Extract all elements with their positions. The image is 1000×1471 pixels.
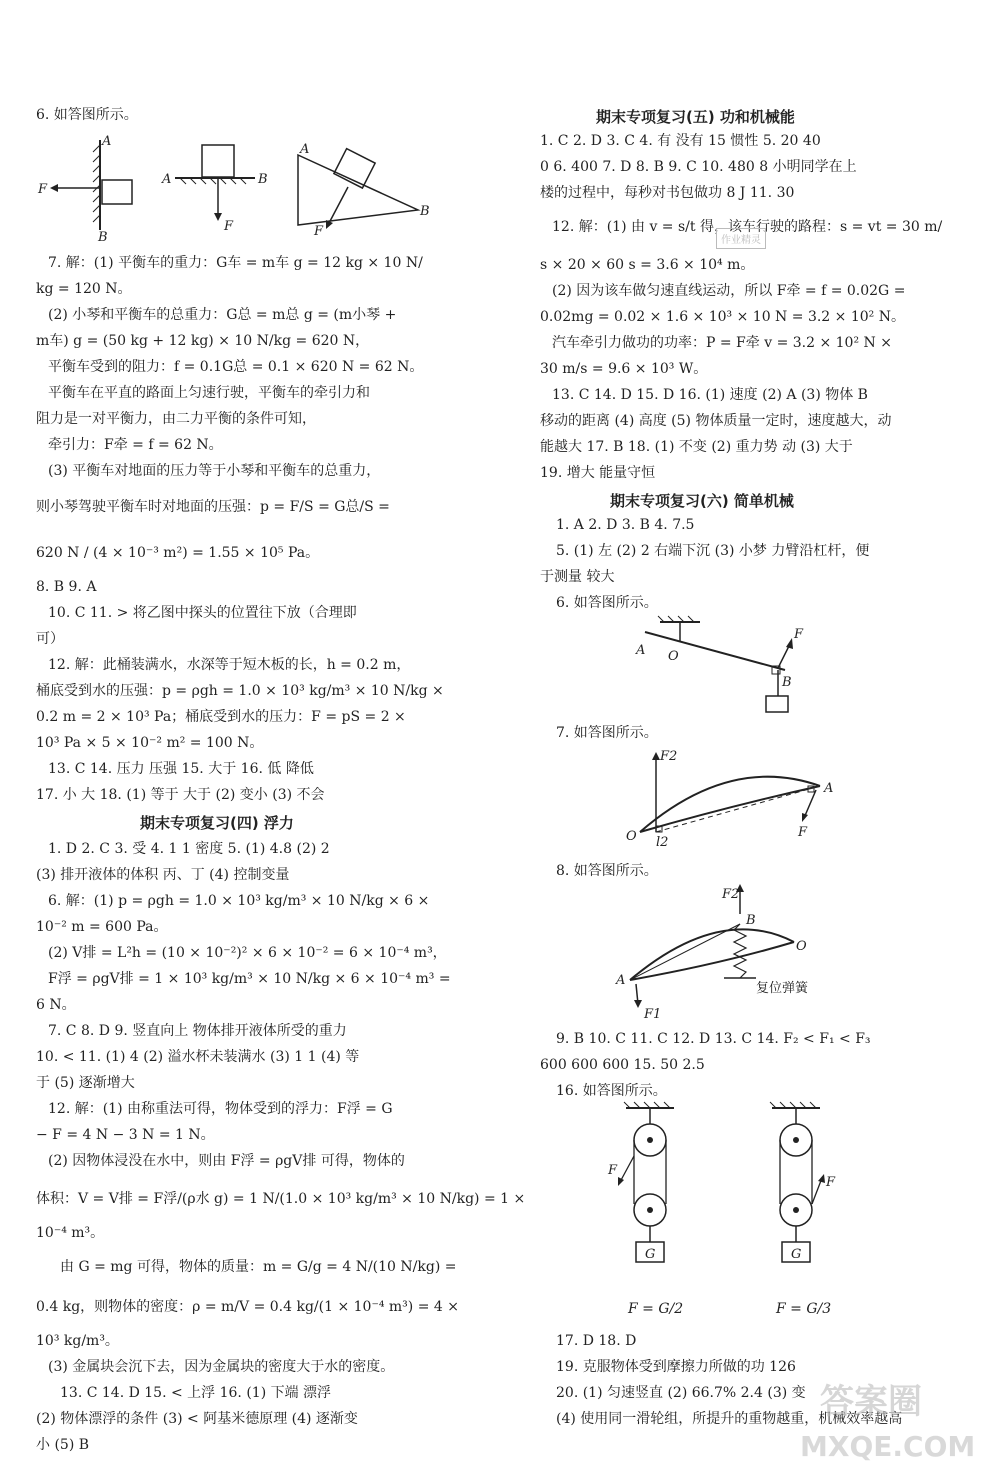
- answer-line: 可）: [36, 631, 64, 647]
- answer-line: 10³ kg/m³。: [36, 1333, 119, 1349]
- section-heading: 期末专项复习(六) 简单机械: [610, 492, 794, 510]
- label-a: A: [102, 134, 112, 149]
- label-o: O: [668, 649, 679, 664]
- label-f: F: [38, 182, 48, 197]
- answer-line: 10. < 11. (1) 4 (2) 溢水杯未装满水 (3) 1 1 (4) 等: [36, 1049, 360, 1065]
- answer-line: 12. 解：(1) 由称重法可得，物体受到的浮力：F浮 = G: [48, 1101, 393, 1117]
- answer-line: 桶底受到水的压强：p = ρgh = 1.0 × 10³ kg/m³ × 10 N/kg ×: [36, 683, 444, 699]
- answer-line: (4) 使用同一滑轮组，所提升的重物越重，机械效率越高: [556, 1411, 903, 1427]
- answer-line: (2) V排 = L²h = (10 × 10⁻²)² × 6 × 10⁻² = 6 × 10⁻⁴ m³，: [48, 945, 447, 961]
- answer-line: 6. 如答图所示。: [36, 107, 138, 123]
- label-b: B: [258, 172, 268, 187]
- spring-lever-diagram: [610, 884, 870, 1024]
- stamp: 作业精灵: [716, 228, 766, 249]
- answer-line: (2) 小琴和平衡车的总重力：G总 = m总 g = (m小琴 +: [48, 307, 397, 323]
- answer-line: 10⁻⁴ m³。: [36, 1225, 105, 1241]
- answer-line: 0 6. 400 7. D 8. B 9. C 10. 480 8 小明同学在上: [540, 159, 857, 175]
- answer-line: 16. 如答图所示。: [556, 1083, 667, 1099]
- label-b: B: [782, 675, 792, 690]
- section-heading: 期末专项复习(五) 功和机械能: [596, 108, 795, 126]
- label-f: F: [608, 1163, 618, 1178]
- answer-line: 移动的距离 (4) 高度 (5) 物体质量一定时，速度越大，动: [540, 413, 892, 429]
- answer-line: 1. C 2. D 3. C 4. 有 没有 15 惯性 5. 20 40: [540, 133, 821, 149]
- answer-line: 0.02mg = 0.02 × 1.6 × 10³ × 10 N = 3.2 × 10² N。: [540, 309, 905, 325]
- label-b: B: [98, 230, 108, 245]
- answer-line: 9. B 10. C 11. C 12. D 13. C 14. F₂ < F₁ < F₃: [556, 1031, 871, 1047]
- pulley-diagram: [600, 1104, 860, 1274]
- label-f2: F2: [722, 887, 740, 902]
- label-a: A: [300, 142, 310, 157]
- answer-line: 12. 解：(1) 由 v = s/t 得，该车行驶的路程：s = vt = 30 m/: [552, 219, 943, 235]
- answer-line: 楼的过程中，每秒对书包做功 8 J 11. 30: [540, 185, 795, 201]
- answer-line: (2) 物体漂浮的条件 (3) < 阿基米德原理 (4) 逐渐变: [36, 1411, 358, 1427]
- label-g: G: [791, 1247, 802, 1262]
- answer-line: 19. 增大 能量守恒: [540, 465, 656, 481]
- answer-line: 能越大 17. B 18. (1) 不变 (2) 重力势 动 (3) 大于: [540, 439, 853, 455]
- answer-line: 1. D 2. C 3. 受 4. 1 1 密度 5. (1) 4.8 (2) 2: [48, 841, 330, 857]
- label-a: A: [616, 973, 626, 988]
- label-o: O: [796, 939, 807, 954]
- label-b: B: [746, 913, 756, 928]
- answer-line: 620 N / (4 × 10⁻³ m²) = 1.55 × 10⁵ Pa。: [36, 545, 320, 561]
- answer-line: 12. 解：此桶装满水，水深等于短木板的长，h = 0.2 m，: [48, 657, 411, 673]
- formula-right: F = G/3: [776, 1301, 832, 1317]
- curved-lever-diagram: [620, 746, 840, 850]
- formula-left: F = G/2: [628, 1301, 684, 1317]
- label-g: G: [645, 1247, 656, 1262]
- answer-line: (3) 排开液体的体积 丙、丁 (4) 控制变量: [36, 867, 290, 883]
- answer-line: 于 (5) 逐渐增大: [36, 1075, 135, 1091]
- answer-line: 1. A 2. D 3. B 4. 7.5: [556, 517, 695, 533]
- answer-line: 小 (5) B: [36, 1437, 90, 1453]
- answer-line: 于测量 较大: [540, 569, 615, 585]
- section-heading: 期末专项复习(四) 浮力: [140, 814, 294, 832]
- answer-line: 阻力是一对平衡力，由二力平衡的条件可知，: [36, 411, 316, 427]
- answer-line: kg = 120 N。: [36, 281, 132, 297]
- label-l2: l2: [656, 835, 669, 850]
- answer-line: 30 m/s = 9.6 × 10³ W。: [540, 361, 708, 377]
- answer-line: 10⁻² m = 600 Pa。: [36, 919, 168, 935]
- answer-line: 5. (1) 左 (2) 2 右端下沉 (3) 小梦 力臂沿杠杆，便: [556, 543, 870, 559]
- lever-diagram: [636, 618, 840, 718]
- label-f1: F1: [644, 1007, 662, 1022]
- answer-line: 13. C 14. D 15. < 上浮 16. (1) 下端 漂浮: [60, 1385, 332, 1401]
- label-f: F: [798, 825, 808, 840]
- answer-line: 10. C 11. > 将乙图中探头的位置往下放（合理即: [48, 605, 357, 621]
- label-f: F: [224, 219, 234, 234]
- answer-line: (3) 金属块会沉下去，因为金属块的密度大于水的密度。: [48, 1359, 395, 1375]
- answer-line: 0.4 kg，则物体的密度：ρ = m/V = 0.4 kg/(1 × 10⁻⁴ m³) = 4 ×: [36, 1299, 459, 1315]
- answer-line: 6. 解：(1) p = ρgh = 1.0 × 10³ kg/m³ × 10 N/kg × 6 ×: [48, 893, 430, 909]
- answer-line: 汽车牵引力做功的功率：P = F牵 v = 3.2 × 10² N ×: [552, 335, 892, 351]
- label-o: O: [626, 829, 637, 844]
- answer-line: 8. B 9. A: [36, 579, 97, 595]
- spring-label: 复位弹簧: [756, 981, 809, 996]
- answer-line: 6. 如答图所示。: [556, 595, 658, 611]
- answer-line: (3) 平衡车对地面的压力等于小琴和平衡车的总重力，: [48, 463, 381, 479]
- watermark: MXQE.COM: [800, 1430, 976, 1463]
- answer-line: 19. 克服物体受到摩擦力所做的功 126: [556, 1359, 796, 1375]
- answer-line: F浮 = ρgV排 = 1 × 10³ kg/m³ × 10 N/kg × 6 × 10⁻⁴ m³ =: [48, 971, 451, 987]
- label-f2: F2: [660, 749, 678, 764]
- label-f: F: [314, 224, 324, 239]
- answer-line: 10³ Pa × 5 × 10⁻² m² = 100 N。: [36, 735, 264, 751]
- answer-line: m车) g = (50 kg + 12 kg) × 10 N/kg = 620 N，: [36, 333, 370, 349]
- answer-line: − F = 4 N − 3 N = 1 N。: [36, 1127, 215, 1143]
- answer-line: 0.2 m = 2 × 10³ Pa；桶底受到水的压力：F = pS = 2 ×: [36, 709, 406, 725]
- label-f: F: [794, 627, 804, 642]
- answer-line: 8. 如答图所示。: [556, 863, 658, 879]
- answer-line: 7. 如答图所示。: [556, 725, 658, 741]
- answer-line: (2) 因为该车做匀速直线运动，所以 F牵 = f = 0.02G =: [552, 283, 906, 299]
- answer-line: 牵引力：F牵 = f = 62 N。: [48, 437, 223, 453]
- answer-line: 平衡车在平直的路面上匀速行驶，平衡车的牵引力和: [48, 385, 370, 401]
- label-a: A: [162, 172, 172, 187]
- watermark-cn: 答案圈: [820, 1382, 922, 1422]
- answer-line: 则小琴驾驶平衡车时对地面的压强：p = F/S = G总/S =: [36, 499, 390, 515]
- label-a: A: [636, 643, 646, 658]
- answer-line: (2) 因物体浸没在水中，则由 F浮 = ρgV排 可得，物体的: [48, 1153, 405, 1169]
- answer-line: 7. C 8. D 9. 竖直向上 物体排开液体所受的重力: [48, 1023, 347, 1039]
- label-a: A: [824, 781, 834, 796]
- answer-line: 17. D 18. D: [556, 1333, 637, 1349]
- answer-line: 600 600 600 15. 50 2.5: [540, 1057, 705, 1073]
- answer-line: 由 G = mg 可得，物体的质量：m = G/g = 4 N/(10 N/kg) =: [60, 1259, 457, 1275]
- force-diagrams-figure: [30, 135, 450, 245]
- answer-line: 20. (1) 匀速竖直 (2) 66.7% 2.4 (3) 变: [556, 1385, 806, 1401]
- answer-line: 7. 解：(1) 平衡车的重力：G车 = m车 g = 12 kg × 10 N/: [48, 255, 423, 271]
- answer-line: 13. C 14. D 15. D 16. (1) 速度 (2) A (3) 物体 B: [552, 387, 868, 403]
- answer-line: 体积：V = V排 = F浮/(ρ水 g) = 1 N/(1.0 × 10³ kg/m³ × 10 N/kg) = 1 ×: [36, 1191, 526, 1207]
- answer-line: s × 20 × 60 s = 3.6 × 10⁴ m。: [540, 257, 755, 273]
- answer-line: 平衡车受到的阻力：f = 0.1G总 = 0.1 × 620 N = 62 N。: [48, 359, 424, 375]
- answer-line: 13. C 14. 压力 压强 15. 大于 16. 低 降低: [48, 761, 314, 777]
- answer-line: 6 N。: [36, 997, 76, 1013]
- label-b: B: [420, 204, 430, 219]
- label-f: F: [826, 1175, 836, 1190]
- answer-line: 17. 小 大 18. (1) 等于 大于 (2) 变小 (3) 不会: [36, 787, 325, 803]
